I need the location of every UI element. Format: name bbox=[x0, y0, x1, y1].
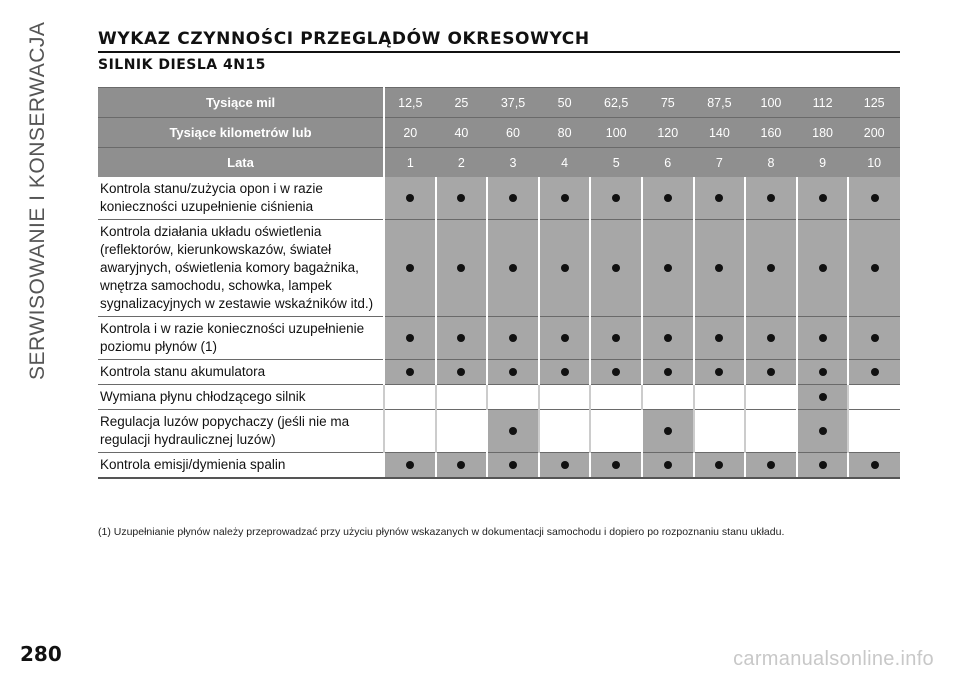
bullet-dot-icon bbox=[871, 368, 879, 376]
schedule-cell-empty bbox=[745, 385, 797, 410]
bullet-dot-icon bbox=[509, 264, 517, 272]
schedule-cell-marked bbox=[590, 220, 642, 317]
page-title: WYKAZ CZYNNOŚCI PRZEGLĄDÓW OKRESOWYCH bbox=[98, 29, 900, 53]
schedule-cell-empty bbox=[384, 410, 436, 453]
schedule-cell-marked bbox=[384, 220, 436, 317]
task-label: Regulacja luzów popychaczy (jeśli nie ma regulacji hydraulicznej luzów) bbox=[98, 410, 384, 453]
section-side-label-text: SERWISOWANIE I KONSERWACJA bbox=[26, 22, 49, 381]
bullet-dot-icon bbox=[612, 334, 620, 342]
schedule-cell-empty bbox=[436, 385, 488, 410]
bullet-dot-icon bbox=[561, 368, 569, 376]
bullet-dot-icon bbox=[819, 427, 827, 435]
table-row bbox=[98, 360, 900, 385]
bullet-dot-icon bbox=[767, 264, 775, 272]
bullet-dot-icon bbox=[612, 194, 620, 202]
schedule-cell-empty bbox=[848, 385, 900, 410]
schedule-cell-marked bbox=[539, 220, 591, 317]
header-value: 2 bbox=[436, 148, 488, 178]
header-value: 37,5 bbox=[487, 88, 539, 118]
table-row bbox=[98, 317, 900, 360]
header-value: 80 bbox=[539, 118, 591, 148]
bullet-dot-icon bbox=[561, 334, 569, 342]
header-value: 100 bbox=[745, 88, 797, 118]
header-value: 12,5 bbox=[384, 88, 436, 118]
schedule-cell-marked bbox=[745, 317, 797, 360]
schedule-cell-marked bbox=[487, 317, 539, 360]
schedule-cell-marked bbox=[590, 360, 642, 385]
bullet-dot-icon bbox=[509, 194, 517, 202]
task-label: Kontrola stanu/zużycia opon i w razie konieczności uzupełnienie ciśnienia bbox=[98, 177, 384, 220]
header-value: 75 bbox=[642, 88, 694, 118]
schedule-cell-marked bbox=[384, 360, 436, 385]
schedule-cell-empty bbox=[745, 410, 797, 453]
schedule-cell-marked bbox=[384, 317, 436, 360]
header-value: 160 bbox=[745, 118, 797, 148]
header-label: Tysiące kilometrów lub bbox=[98, 118, 384, 148]
header-value: 20 bbox=[384, 118, 436, 148]
header-value: 62,5 bbox=[590, 88, 642, 118]
schedule-cell-empty bbox=[590, 410, 642, 453]
schedule-cell-marked bbox=[642, 453, 694, 479]
header-value: 50 bbox=[539, 88, 591, 118]
bullet-dot-icon bbox=[612, 461, 620, 469]
bullet-dot-icon bbox=[406, 368, 414, 376]
header-label: Lata bbox=[98, 148, 384, 178]
bullet-dot-icon bbox=[871, 194, 879, 202]
bullet-dot-icon bbox=[819, 194, 827, 202]
schedule-cell-marked bbox=[436, 220, 488, 317]
schedule-cell-marked bbox=[539, 177, 591, 220]
schedule-cell-empty bbox=[436, 410, 488, 453]
schedule-cell-marked bbox=[848, 177, 900, 220]
bullet-dot-icon bbox=[406, 264, 414, 272]
bullet-dot-icon bbox=[715, 264, 723, 272]
bullet-dot-icon bbox=[457, 368, 465, 376]
table-row bbox=[98, 385, 900, 410]
task-label: Kontrola działania układu oświetlenia (reflektorów, kierunkowskazów, świateł awaryjnych, oświetlenia komory bagażnika, wnętrza samochodu, schowka, lampek sygnalizacyjnych w zestawie wskaźników itd.) bbox=[98, 220, 384, 317]
task-label: Kontrola stanu akumulatora bbox=[98, 360, 384, 385]
schedule-cell-marked bbox=[642, 220, 694, 317]
schedule-cell-marked bbox=[384, 453, 436, 479]
header-value: 6 bbox=[642, 148, 694, 178]
bullet-dot-icon bbox=[819, 334, 827, 342]
table-row bbox=[98, 453, 900, 479]
header-value: 100 bbox=[590, 118, 642, 148]
schedule-cell-marked bbox=[436, 317, 488, 360]
schedule-cell-marked bbox=[745, 220, 797, 317]
schedule-cell-marked bbox=[797, 453, 849, 479]
schedule-cell-marked bbox=[745, 360, 797, 385]
schedule-cell-empty bbox=[642, 385, 694, 410]
bullet-dot-icon bbox=[767, 461, 775, 469]
footnote: (1) Uzupełnianie płynów należy przeprowadzać przy użyciu płynów wskazanych w dokumentacji samochodu i dopiero po rozpoznaniu stanu układu. bbox=[98, 526, 785, 538]
header-value: 8 bbox=[745, 148, 797, 178]
schedule-cell-marked bbox=[745, 177, 797, 220]
schedule-cell-marked bbox=[487, 220, 539, 317]
watermark: carmanualsonline.info bbox=[733, 648, 934, 670]
schedule-cell-marked bbox=[590, 317, 642, 360]
schedule-cell-marked bbox=[797, 220, 849, 317]
header-row bbox=[98, 118, 900, 148]
bullet-dot-icon bbox=[715, 194, 723, 202]
schedule-cell-marked bbox=[694, 317, 746, 360]
bullet-dot-icon bbox=[871, 334, 879, 342]
schedule-cell-empty bbox=[590, 385, 642, 410]
schedule-cell-marked bbox=[694, 453, 746, 479]
bullet-dot-icon bbox=[664, 368, 672, 376]
schedule-cell-marked bbox=[436, 453, 488, 479]
header-value: 87,5 bbox=[694, 88, 746, 118]
header-value: 125 bbox=[848, 88, 900, 118]
header-value: 1 bbox=[384, 148, 436, 178]
schedule-cell-marked bbox=[487, 360, 539, 385]
schedule-cell-marked bbox=[487, 453, 539, 479]
header-label: Tysiące mil bbox=[98, 88, 384, 118]
schedule-cell-marked bbox=[539, 360, 591, 385]
schedule-cell-marked bbox=[848, 360, 900, 385]
bullet-dot-icon bbox=[767, 194, 775, 202]
bullet-dot-icon bbox=[406, 461, 414, 469]
bullet-dot-icon bbox=[457, 264, 465, 272]
schedule-cell-marked bbox=[590, 453, 642, 479]
schedule-cell-marked bbox=[848, 453, 900, 479]
schedule-cell-marked bbox=[436, 177, 488, 220]
bullet-dot-icon bbox=[509, 368, 517, 376]
schedule-cell-empty bbox=[694, 410, 746, 453]
header-value: 200 bbox=[848, 118, 900, 148]
bullet-dot-icon bbox=[871, 264, 879, 272]
schedule-cell-marked bbox=[539, 317, 591, 360]
schedule-cell-empty bbox=[487, 385, 539, 410]
bullet-dot-icon bbox=[406, 194, 414, 202]
bullet-dot-icon bbox=[715, 368, 723, 376]
schedule-cell-marked bbox=[642, 360, 694, 385]
schedule-cell-marked bbox=[642, 177, 694, 220]
header-row bbox=[98, 148, 900, 178]
schedule-cell-empty bbox=[539, 385, 591, 410]
task-label: Kontrola emisji/dymienia spalin bbox=[98, 453, 384, 479]
bullet-dot-icon bbox=[664, 334, 672, 342]
schedule-cell-marked bbox=[745, 453, 797, 479]
bullet-dot-icon bbox=[767, 334, 775, 342]
bullet-dot-icon bbox=[457, 334, 465, 342]
header-value: 140 bbox=[694, 118, 746, 148]
page-subtitle: SILNIK DIESLA 4N15 bbox=[98, 57, 266, 73]
bullet-dot-icon bbox=[767, 368, 775, 376]
schedule-cell-marked bbox=[848, 220, 900, 317]
header-value: 60 bbox=[487, 118, 539, 148]
bullet-dot-icon bbox=[664, 461, 672, 469]
schedule-cell-marked bbox=[848, 317, 900, 360]
schedule-cell-marked bbox=[797, 385, 849, 410]
schedule-cell-marked bbox=[539, 453, 591, 479]
schedule-cell-empty bbox=[384, 385, 436, 410]
bullet-dot-icon bbox=[819, 264, 827, 272]
bullet-dot-icon bbox=[819, 393, 827, 401]
schedule-cell-marked bbox=[590, 177, 642, 220]
schedule-cell-marked bbox=[642, 317, 694, 360]
schedule-cell-marked bbox=[487, 410, 539, 453]
schedule-cell-empty bbox=[848, 410, 900, 453]
bullet-dot-icon bbox=[561, 264, 569, 272]
header-value: 4 bbox=[539, 148, 591, 178]
header-value: 40 bbox=[436, 118, 488, 148]
bullet-dot-icon bbox=[561, 194, 569, 202]
table-row bbox=[98, 410, 900, 453]
bullet-dot-icon bbox=[664, 194, 672, 202]
header-value: 10 bbox=[848, 148, 900, 178]
task-label: Wymiana płynu chłodzącego silnik bbox=[98, 385, 384, 410]
bullet-dot-icon bbox=[819, 461, 827, 469]
header-row bbox=[98, 88, 900, 118]
header-value: 7 bbox=[694, 148, 746, 178]
bullet-dot-icon bbox=[509, 461, 517, 469]
schedule-cell-marked bbox=[797, 317, 849, 360]
schedule-cell-empty bbox=[694, 385, 746, 410]
header-value: 3 bbox=[487, 148, 539, 178]
bullet-dot-icon bbox=[457, 194, 465, 202]
bullet-dot-icon bbox=[406, 334, 414, 342]
header-value: 120 bbox=[642, 118, 694, 148]
bullet-dot-icon bbox=[819, 368, 827, 376]
bullet-dot-icon bbox=[715, 461, 723, 469]
section-side-label bbox=[26, 22, 56, 422]
schedule-cell-marked bbox=[797, 360, 849, 385]
task-label: Kontrola i w razie konieczności uzupełnienie poziomu płynów (1) bbox=[98, 317, 384, 360]
header-value: 9 bbox=[797, 148, 849, 178]
bullet-dot-icon bbox=[612, 264, 620, 272]
maintenance-schedule-table bbox=[98, 87, 900, 479]
header-value: 180 bbox=[797, 118, 849, 148]
bullet-dot-icon bbox=[871, 461, 879, 469]
bullet-dot-icon bbox=[715, 334, 723, 342]
table-row bbox=[98, 177, 900, 220]
bullet-dot-icon bbox=[509, 334, 517, 342]
schedule-cell-marked bbox=[797, 410, 849, 453]
schedule-cell-marked bbox=[436, 360, 488, 385]
header-value: 25 bbox=[436, 88, 488, 118]
table-row bbox=[98, 220, 900, 317]
schedule-cell-marked bbox=[694, 220, 746, 317]
header-value: 5 bbox=[590, 148, 642, 178]
schedule-cell-marked bbox=[694, 360, 746, 385]
header-value: 112 bbox=[797, 88, 849, 118]
bullet-dot-icon bbox=[664, 427, 672, 435]
schedule-cell-marked bbox=[694, 177, 746, 220]
bullet-dot-icon bbox=[664, 264, 672, 272]
bullet-dot-icon bbox=[509, 427, 517, 435]
bullet-dot-icon bbox=[612, 368, 620, 376]
schedule-cell-empty bbox=[539, 410, 591, 453]
bullet-dot-icon bbox=[457, 461, 465, 469]
page-number: 280 bbox=[20, 642, 62, 666]
bullet-dot-icon bbox=[561, 461, 569, 469]
schedule-cell-marked bbox=[384, 177, 436, 220]
schedule-cell-marked bbox=[642, 410, 694, 453]
schedule-cell-marked bbox=[797, 177, 849, 220]
schedule-cell-marked bbox=[487, 177, 539, 220]
